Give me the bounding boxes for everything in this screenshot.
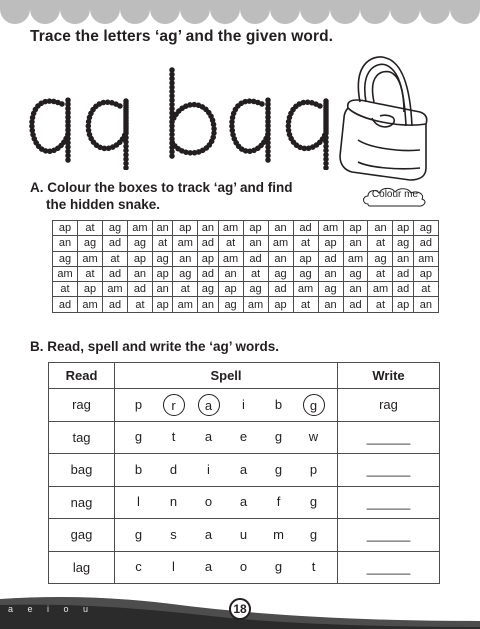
grid-cell[interactable]: at (152, 236, 172, 251)
spell-letter[interactable]: c (135, 559, 142, 575)
spell-letter[interactable]: a (239, 461, 248, 477)
grid-cell[interactable]: ap (198, 251, 218, 266)
header-write: Write (338, 363, 440, 389)
spell-letter[interactable]: s (170, 526, 177, 542)
word-row (49, 551, 440, 584)
spell-letter[interactable]: l (137, 494, 140, 510)
grid-cell[interactable]: ag (343, 266, 368, 281)
spell-letter[interactable]: w (308, 429, 319, 445)
grid-cell[interactable]: ap (173, 221, 198, 236)
grid-cell[interactable]: ad (198, 236, 218, 251)
spell-letter[interactable]: g (309, 494, 318, 510)
read-word: rag (49, 389, 115, 422)
grid-cell[interactable]: ag (198, 282, 218, 297)
grid-cell[interactable]: am (127, 221, 152, 236)
grid-cell[interactable]: an (343, 236, 368, 251)
spell-letter[interactable]: f (276, 494, 281, 510)
scallop (420, 0, 450, 24)
grid-cell[interactable]: at (53, 282, 78, 297)
grid-cell[interactable]: am (318, 221, 343, 236)
grid-cell[interactable]: at (102, 251, 127, 266)
section-a-line2: the hidden snake. (46, 197, 161, 212)
grid-cell[interactable]: ap (393, 297, 413, 312)
grid-cell[interactable]: ap (218, 282, 243, 297)
read-word: nag (49, 486, 115, 519)
grid-cell[interactable]: at (413, 282, 438, 297)
grid-cell[interactable]: ag (77, 236, 102, 251)
grid-row (53, 236, 439, 251)
spell-letter[interactable]: t (311, 559, 316, 575)
grid-cell[interactable]: ap (413, 266, 438, 281)
spell-cell (115, 551, 338, 584)
spell-letter[interactable]: p (309, 461, 318, 477)
grid-cell[interactable]: ad (243, 251, 268, 266)
letter-grid (52, 220, 439, 313)
spell-cell (115, 519, 338, 552)
scallop (360, 0, 390, 24)
spell-letter[interactable]: o (204, 494, 213, 510)
grid-cell[interactable]: at (293, 297, 318, 312)
grid-cell[interactable]: an (268, 251, 293, 266)
spell-cell (115, 486, 338, 519)
spell-letter[interactable]: g (274, 461, 283, 477)
spell-letter[interactable]: g (309, 526, 318, 542)
scallop (0, 0, 30, 24)
grid-cell[interactable]: ap (152, 266, 172, 281)
scallop (30, 0, 60, 24)
spell-letter[interactable]: t (171, 429, 176, 445)
grid-cell[interactable]: ap (393, 221, 413, 236)
grid-cell[interactable]: ap (243, 221, 268, 236)
spell-letter[interactable]: n (169, 494, 178, 510)
grid-cell[interactable]: ag (218, 297, 243, 312)
grid-cell[interactable]: ad (318, 251, 343, 266)
grid-cell[interactable]: am (343, 251, 368, 266)
spell-letter[interactable]: d (169, 461, 178, 477)
spell-letter[interactable]: i (242, 396, 245, 412)
scallop (270, 0, 300, 24)
read-word: gag (49, 519, 115, 552)
spell-letter[interactable]: b (274, 396, 283, 412)
spell-letter[interactable]: a (204, 429, 213, 445)
grid-cell[interactable]: ap (53, 221, 78, 236)
grid-cell[interactable]: am (77, 297, 102, 312)
grid-row (53, 221, 439, 236)
grid-cell[interactable]: at (368, 266, 393, 281)
grid-cell[interactable]: an (173, 251, 198, 266)
scalloped-top-border (0, 0, 480, 24)
spell-letter[interactable]: g (303, 394, 325, 416)
grid-cell[interactable]: at (77, 266, 102, 281)
spell-letter[interactable]: g (274, 559, 283, 575)
spell-letter[interactable]: a (204, 559, 213, 575)
grid-cell[interactable]: am (413, 251, 438, 266)
grid-cell[interactable]: am (77, 251, 102, 266)
spell-letter[interactable]: p (134, 396, 143, 412)
grid-row (53, 251, 439, 266)
grid-cell[interactable]: at (173, 282, 198, 297)
spell-letter[interactable]: l (172, 559, 175, 575)
scallop (150, 0, 180, 24)
grid-cell[interactable]: an (368, 221, 393, 236)
spell-cell (115, 454, 338, 487)
grid-cell[interactable]: ad (102, 266, 127, 281)
grid-cell[interactable]: am (218, 251, 243, 266)
spell-letter[interactable]: a (239, 494, 248, 510)
words-table (48, 362, 440, 584)
grid-cell[interactable]: ad (102, 236, 127, 251)
scallop (300, 0, 330, 24)
word-row (49, 421, 440, 454)
grid-cell[interactable]: ad (198, 266, 218, 281)
grid-cell[interactable]: ag (268, 266, 293, 281)
grid-cell[interactable]: ad (293, 221, 318, 236)
grid-cell[interactable]: ag (152, 251, 172, 266)
grid-cell[interactable]: at (368, 297, 393, 312)
grid-cell[interactable]: at (218, 236, 243, 251)
grid-cell[interactable]: ad (127, 282, 152, 297)
grid-cell[interactable]: ag (53, 251, 78, 266)
section-b-heading: B. Read, spell and write the ‘ag’ words. (30, 339, 280, 354)
grid-cell[interactable]: ad (393, 282, 413, 297)
scallop (120, 0, 150, 24)
scallop (330, 0, 360, 24)
grid-cell[interactable]: ad (102, 297, 127, 312)
grid-cell[interactable]: at (77, 221, 102, 236)
grid-cell[interactable]: ap (293, 251, 318, 266)
read-word: lag (49, 551, 115, 584)
grid-cell[interactable]: an (218, 266, 243, 281)
grid-cell[interactable]: am (53, 266, 78, 281)
scallop (60, 0, 90, 24)
write-answer[interactable]: ______ (338, 551, 440, 584)
spell-letter[interactable]: m (273, 526, 284, 542)
grid-cell[interactable]: at (127, 297, 152, 312)
write-answer[interactable]: ______ (338, 421, 440, 454)
grid-cell[interactable]: at (368, 236, 393, 251)
scallop (390, 0, 420, 24)
spell-letter[interactable]: g (134, 429, 143, 445)
handbag-icon (330, 52, 440, 184)
spell-letter[interactable]: u (239, 526, 248, 542)
word-row (49, 519, 440, 552)
grid-cell[interactable]: an (343, 282, 368, 297)
write-answer[interactable]: ______ (338, 454, 440, 487)
word-row (49, 389, 440, 422)
grid-cell[interactable]: ap (343, 221, 368, 236)
page-number: 18 (229, 598, 251, 620)
grid-row (53, 282, 439, 297)
scallop (240, 0, 270, 24)
grid-cell[interactable]: ap (77, 282, 102, 297)
colour-me-label: Colour me (371, 189, 419, 200)
spell-letter[interactable]: r (163, 394, 185, 416)
grid-cell[interactable]: ag (243, 282, 268, 297)
grid-cell[interactable]: an (152, 282, 172, 297)
spell-cell (115, 421, 338, 454)
spell-letter[interactable]: g (274, 429, 283, 445)
header-read: Read (49, 363, 115, 389)
grid-cell[interactable]: an (413, 297, 438, 312)
section-a-heading (30, 179, 340, 213)
grid-cell[interactable]: ag (293, 266, 318, 281)
spell-cell (115, 389, 338, 422)
grid-cell[interactable]: at (293, 236, 318, 251)
grid-cell[interactable]: am (243, 297, 268, 312)
grid-cell[interactable]: am (268, 236, 293, 251)
grid-cell[interactable]: an (198, 221, 218, 236)
word-row (49, 486, 440, 519)
grid-cell[interactable]: am (218, 221, 243, 236)
grid-cell[interactable]: am (102, 282, 127, 297)
grid-cell[interactable]: am (173, 297, 198, 312)
grid-cell[interactable]: ad (268, 282, 293, 297)
grid-cell[interactable]: ag (173, 266, 198, 281)
grid-cell[interactable]: ag (393, 236, 413, 251)
spell-letter[interactable]: g (134, 526, 143, 542)
spell-letter[interactable]: e (239, 429, 248, 445)
grid-cell[interactable]: ad (343, 297, 368, 312)
trace-letters (22, 60, 342, 170)
grid-cell[interactable]: ad (413, 236, 438, 251)
scallop (210, 0, 240, 24)
grid-cell[interactable]: am (293, 282, 318, 297)
spell-letter[interactable]: o (239, 559, 248, 575)
grid-cell[interactable]: ag (102, 221, 127, 236)
write-answer[interactable]: ______ (338, 486, 440, 519)
word-row (49, 454, 440, 487)
spell-letter[interactable]: i (207, 461, 210, 477)
grid-cell[interactable]: an (318, 297, 343, 312)
page-title: Trace the letters ‘ag’ and the given word. (30, 28, 334, 45)
section-a-line1: A. Colour the boxes to track ‘ag’ and find (30, 180, 293, 195)
grid-cell[interactable]: an (127, 266, 152, 281)
read-word: bag (49, 454, 115, 487)
grid-cell[interactable]: at (243, 266, 268, 281)
grid-cell[interactable]: ap (152, 297, 172, 312)
read-word: tag (49, 421, 115, 454)
spell-letter[interactable]: b (134, 461, 143, 477)
grid-cell[interactable]: an (318, 266, 343, 281)
grid-cell[interactable]: am (173, 236, 198, 251)
grid-cell[interactable]: ag (127, 236, 152, 251)
grid-cell[interactable]: ad (53, 297, 78, 312)
header-spell: Spell (115, 363, 338, 389)
grid-cell[interactable]: ap (318, 236, 343, 251)
grid-cell[interactable]: an (268, 221, 293, 236)
grid-row (53, 297, 439, 312)
grid-cell[interactable]: ap (127, 251, 152, 266)
spell-letter[interactable]: a (198, 394, 220, 416)
grid-cell[interactable]: an (243, 236, 268, 251)
grid-cell[interactable]: ag (318, 282, 343, 297)
grid-cell[interactable]: ag (368, 251, 393, 266)
write-answer[interactable]: rag (338, 389, 440, 422)
grid-cell[interactable]: an (53, 236, 78, 251)
spell-letter[interactable]: a (204, 526, 213, 542)
scallop (90, 0, 120, 24)
scallop (450, 0, 480, 24)
grid-cell[interactable]: an (198, 297, 218, 312)
grid-cell[interactable]: ad (393, 266, 413, 281)
write-answer[interactable]: ______ (338, 519, 440, 552)
scallop (180, 0, 210, 24)
grid-cell[interactable]: an (393, 251, 413, 266)
grid-cell[interactable]: am (368, 282, 393, 297)
grid-row (53, 266, 439, 281)
grid-cell[interactable]: ap (268, 297, 293, 312)
grid-cell[interactable]: an (152, 221, 172, 236)
vowels-strip: a e i o u (8, 604, 95, 614)
grid-cell[interactable]: ag (413, 221, 438, 236)
